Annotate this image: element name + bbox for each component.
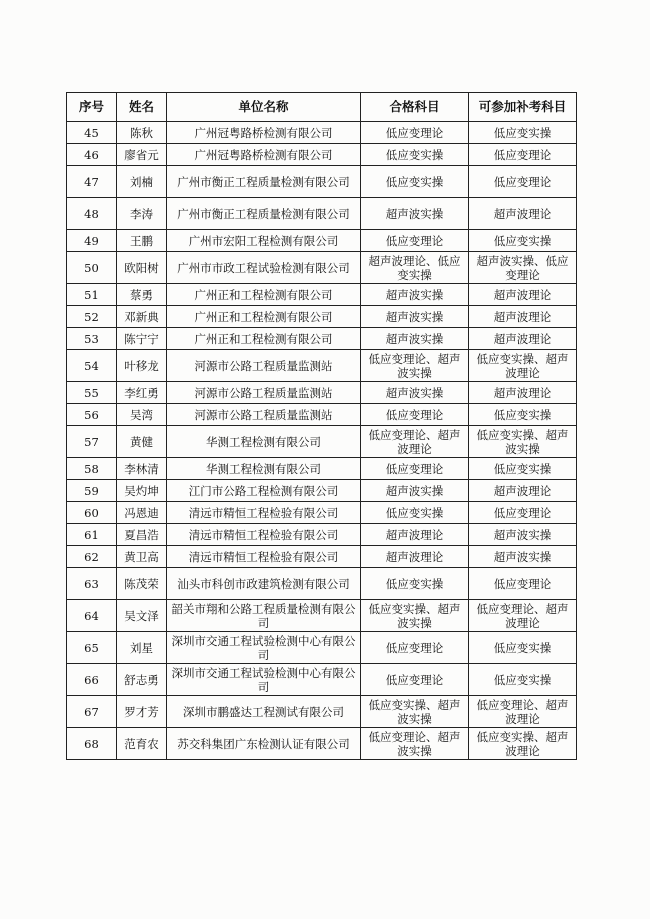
table-row — [67, 600, 577, 632]
cell-serial-number: 57 — [67, 426, 117, 458]
cell-serial-number: 64 — [67, 600, 117, 632]
cell-retake-subjects: 低应变实操、超声波实操 — [469, 426, 577, 458]
cell-retake-subjects: 低应变理论 — [469, 502, 577, 524]
cell-unit-name: 苏交科集团广东检测认证有限公司 — [167, 728, 361, 760]
cell-unit-name: 广州市市政工程试验检测有限公司 — [167, 252, 361, 284]
table-body — [67, 122, 577, 760]
cell-unit-name: 深圳市交通工程试验检测中心有限公司 — [167, 664, 361, 696]
cell-name: 陈秋 — [117, 122, 167, 144]
cell-serial-number: 65 — [67, 632, 117, 664]
cell-name: 陈茂荣 — [117, 568, 167, 600]
cell-unit-name: 华测工程检测有限公司 — [167, 426, 361, 458]
cell-retake-subjects: 低应变理论 — [469, 166, 577, 198]
retake-eligibility-table — [66, 92, 577, 760]
cell-retake-subjects: 超声波理论 — [469, 284, 577, 306]
cell-name: 欧阳树 — [117, 252, 167, 284]
table-row — [67, 664, 577, 696]
cell-serial-number: 47 — [67, 166, 117, 198]
cell-retake-subjects: 低应变理论、超声波理论 — [469, 600, 577, 632]
cell-serial-number: 55 — [67, 382, 117, 404]
cell-retake-subjects: 低应变实操 — [469, 122, 577, 144]
table-row — [67, 230, 577, 252]
cell-retake-subjects: 低应变实操 — [469, 632, 577, 664]
cell-passed-subjects: 低应变实操 — [361, 144, 469, 166]
cell-passed-subjects: 超声波理论 — [361, 524, 469, 546]
cell-unit-name: 广州市衡正工程质量检测有限公司 — [167, 198, 361, 230]
cell-name: 范育农 — [117, 728, 167, 760]
cell-passed-subjects: 低应变理论 — [361, 122, 469, 144]
table-row — [67, 284, 577, 306]
cell-retake-subjects: 低应变理论 — [469, 144, 577, 166]
cell-passed-subjects: 超声波实操 — [361, 284, 469, 306]
cell-serial-number: 50 — [67, 252, 117, 284]
cell-retake-subjects: 超声波理论 — [469, 480, 577, 502]
cell-serial-number: 62 — [67, 546, 117, 568]
cell-serial-number: 68 — [67, 728, 117, 760]
cell-name: 李涛 — [117, 198, 167, 230]
table-row — [67, 728, 577, 760]
table-row — [67, 252, 577, 284]
cell-name: 刘楠 — [117, 166, 167, 198]
cell-passed-subjects: 低应变实操、超声波实操 — [361, 600, 469, 632]
table-row — [67, 382, 577, 404]
cell-passed-subjects: 低应变理论 — [361, 632, 469, 664]
cell-name: 夏昌浩 — [117, 524, 167, 546]
cell-unit-name: 河源市公路工程质量监测站 — [167, 404, 361, 426]
cell-passed-subjects: 低应变实操 — [361, 568, 469, 600]
table-row — [67, 632, 577, 664]
cell-serial-number: 51 — [67, 284, 117, 306]
cell-serial-number: 48 — [67, 198, 117, 230]
cell-retake-subjects: 超声波理论 — [469, 198, 577, 230]
cell-name: 李林清 — [117, 458, 167, 480]
cell-passed-subjects: 低应变理论 — [361, 404, 469, 426]
cell-serial-number: 61 — [67, 524, 117, 546]
cell-retake-subjects: 超声波理论 — [469, 328, 577, 350]
cell-passed-subjects: 低应变理论、超声波实操 — [361, 728, 469, 760]
cell-unit-name: 河源市公路工程质量监测站 — [167, 350, 361, 382]
cell-name: 廖省元 — [117, 144, 167, 166]
cell-unit-name: 江门市公路工程检测有限公司 — [167, 480, 361, 502]
table-row — [67, 328, 577, 350]
cell-serial-number: 66 — [67, 664, 117, 696]
cell-unit-name: 汕头市科创市政建筑检测有限公司 — [167, 568, 361, 600]
cell-retake-subjects: 超声波理论 — [469, 382, 577, 404]
cell-name: 刘星 — [117, 632, 167, 664]
header-serial-number: 序号 — [67, 93, 117, 122]
cell-name: 黄健 — [117, 426, 167, 458]
cell-retake-subjects: 低应变实操 — [469, 458, 577, 480]
cell-name: 邓新典 — [117, 306, 167, 328]
cell-serial-number: 56 — [67, 404, 117, 426]
cell-passed-subjects: 低应变实操、超声波实操 — [361, 696, 469, 728]
cell-retake-subjects: 超声波理论 — [469, 306, 577, 328]
cell-unit-name: 清远市精恒工程检验有限公司 — [167, 524, 361, 546]
cell-passed-subjects: 低应变理论 — [361, 458, 469, 480]
table-row — [67, 166, 577, 198]
cell-name: 吴文泽 — [117, 600, 167, 632]
cell-passed-subjects: 超声波实操 — [361, 306, 469, 328]
cell-unit-name: 广州市宏阳工程检测有限公司 — [167, 230, 361, 252]
table-row — [67, 524, 577, 546]
cell-passed-subjects: 超声波理论 — [361, 546, 469, 568]
cell-retake-subjects: 超声波实操、低应变理论 — [469, 252, 577, 284]
cell-retake-subjects: 低应变实操 — [469, 404, 577, 426]
table-row — [67, 198, 577, 230]
cell-unit-name: 韶关市翔和公路工程质量检测有限公司 — [167, 600, 361, 632]
cell-serial-number: 53 — [67, 328, 117, 350]
cell-unit-name: 清远市精恒工程检验有限公司 — [167, 502, 361, 524]
cell-unit-name: 河源市公路工程质量监测站 — [167, 382, 361, 404]
cell-name: 李红勇 — [117, 382, 167, 404]
cell-unit-name: 广州冠粤路桥检测有限公司 — [167, 144, 361, 166]
table-row — [67, 568, 577, 600]
cell-passed-subjects: 低应变实操 — [361, 166, 469, 198]
table-row — [67, 404, 577, 426]
cell-serial-number: 59 — [67, 480, 117, 502]
cell-name: 陈宁宁 — [117, 328, 167, 350]
table-row — [67, 144, 577, 166]
cell-retake-subjects: 低应变实操 — [469, 664, 577, 696]
cell-unit-name: 广州正和工程检测有限公司 — [167, 284, 361, 306]
cell-serial-number: 60 — [67, 502, 117, 524]
table-header-row — [67, 93, 577, 122]
cell-retake-subjects: 低应变理论、超声波理论 — [469, 696, 577, 728]
cell-passed-subjects: 低应变理论、超声波理论 — [361, 426, 469, 458]
cell-name: 叶移龙 — [117, 350, 167, 382]
cell-retake-subjects: 超声波实操 — [469, 524, 577, 546]
cell-retake-subjects: 超声波实操 — [469, 546, 577, 568]
cell-serial-number: 52 — [67, 306, 117, 328]
header-retake-subjects: 可参加补考科目 — [469, 93, 577, 122]
cell-passed-subjects: 超声波实操 — [361, 328, 469, 350]
cell-name: 吴湾 — [117, 404, 167, 426]
cell-serial-number: 63 — [67, 568, 117, 600]
cell-passed-subjects: 超声波实操 — [361, 198, 469, 230]
cell-name: 吴灼坤 — [117, 480, 167, 502]
header-unit-name: 单位名称 — [167, 93, 361, 122]
table-row — [67, 502, 577, 524]
cell-passed-subjects: 低应变理论、超声波实操 — [361, 350, 469, 382]
cell-unit-name: 广州正和工程检测有限公司 — [167, 306, 361, 328]
cell-serial-number: 46 — [67, 144, 117, 166]
cell-serial-number: 54 — [67, 350, 117, 382]
cell-name: 蔡勇 — [117, 284, 167, 306]
table-row — [67, 306, 577, 328]
cell-unit-name: 广州市衡正工程质量检测有限公司 — [167, 166, 361, 198]
table-row — [67, 696, 577, 728]
cell-passed-subjects: 超声波实操 — [361, 382, 469, 404]
cell-unit-name: 广州正和工程检测有限公司 — [167, 328, 361, 350]
cell-name: 黄卫高 — [117, 546, 167, 568]
cell-unit-name: 广州冠粤路桥检测有限公司 — [167, 122, 361, 144]
cell-unit-name: 华测工程检测有限公司 — [167, 458, 361, 480]
cell-passed-subjects: 低应变实操 — [361, 502, 469, 524]
table-row — [67, 350, 577, 382]
cell-retake-subjects: 低应变实操、超声波理论 — [469, 728, 577, 760]
table-row — [67, 458, 577, 480]
table-row — [67, 480, 577, 502]
header-passed-subjects: 合格科目 — [361, 93, 469, 122]
cell-serial-number: 49 — [67, 230, 117, 252]
cell-name: 冯恩迪 — [117, 502, 167, 524]
cell-unit-name: 深圳市交通工程试验检测中心有限公司 — [167, 632, 361, 664]
header-name: 姓名 — [117, 93, 167, 122]
cell-retake-subjects: 低应变理论 — [469, 568, 577, 600]
cell-retake-subjects: 低应变实操、超声波理论 — [469, 350, 577, 382]
table-row — [67, 122, 577, 144]
cell-unit-name: 清远市精恒工程检验有限公司 — [167, 546, 361, 568]
cell-unit-name: 深圳市鹏盛达工程测试有限公司 — [167, 696, 361, 728]
cell-passed-subjects: 低应变理论 — [361, 230, 469, 252]
cell-retake-subjects: 低应变实操 — [469, 230, 577, 252]
cell-passed-subjects: 超声波实操 — [361, 480, 469, 502]
cell-serial-number: 58 — [67, 458, 117, 480]
cell-name: 罗才芳 — [117, 696, 167, 728]
cell-serial-number: 67 — [67, 696, 117, 728]
cell-name: 王鹏 — [117, 230, 167, 252]
cell-passed-subjects: 超声波理论、低应变实操 — [361, 252, 469, 284]
cell-name: 舒志勇 — [117, 664, 167, 696]
cell-serial-number: 45 — [67, 122, 117, 144]
cell-passed-subjects: 低应变理论 — [361, 664, 469, 696]
table-row — [67, 426, 577, 458]
table-row — [67, 546, 577, 568]
